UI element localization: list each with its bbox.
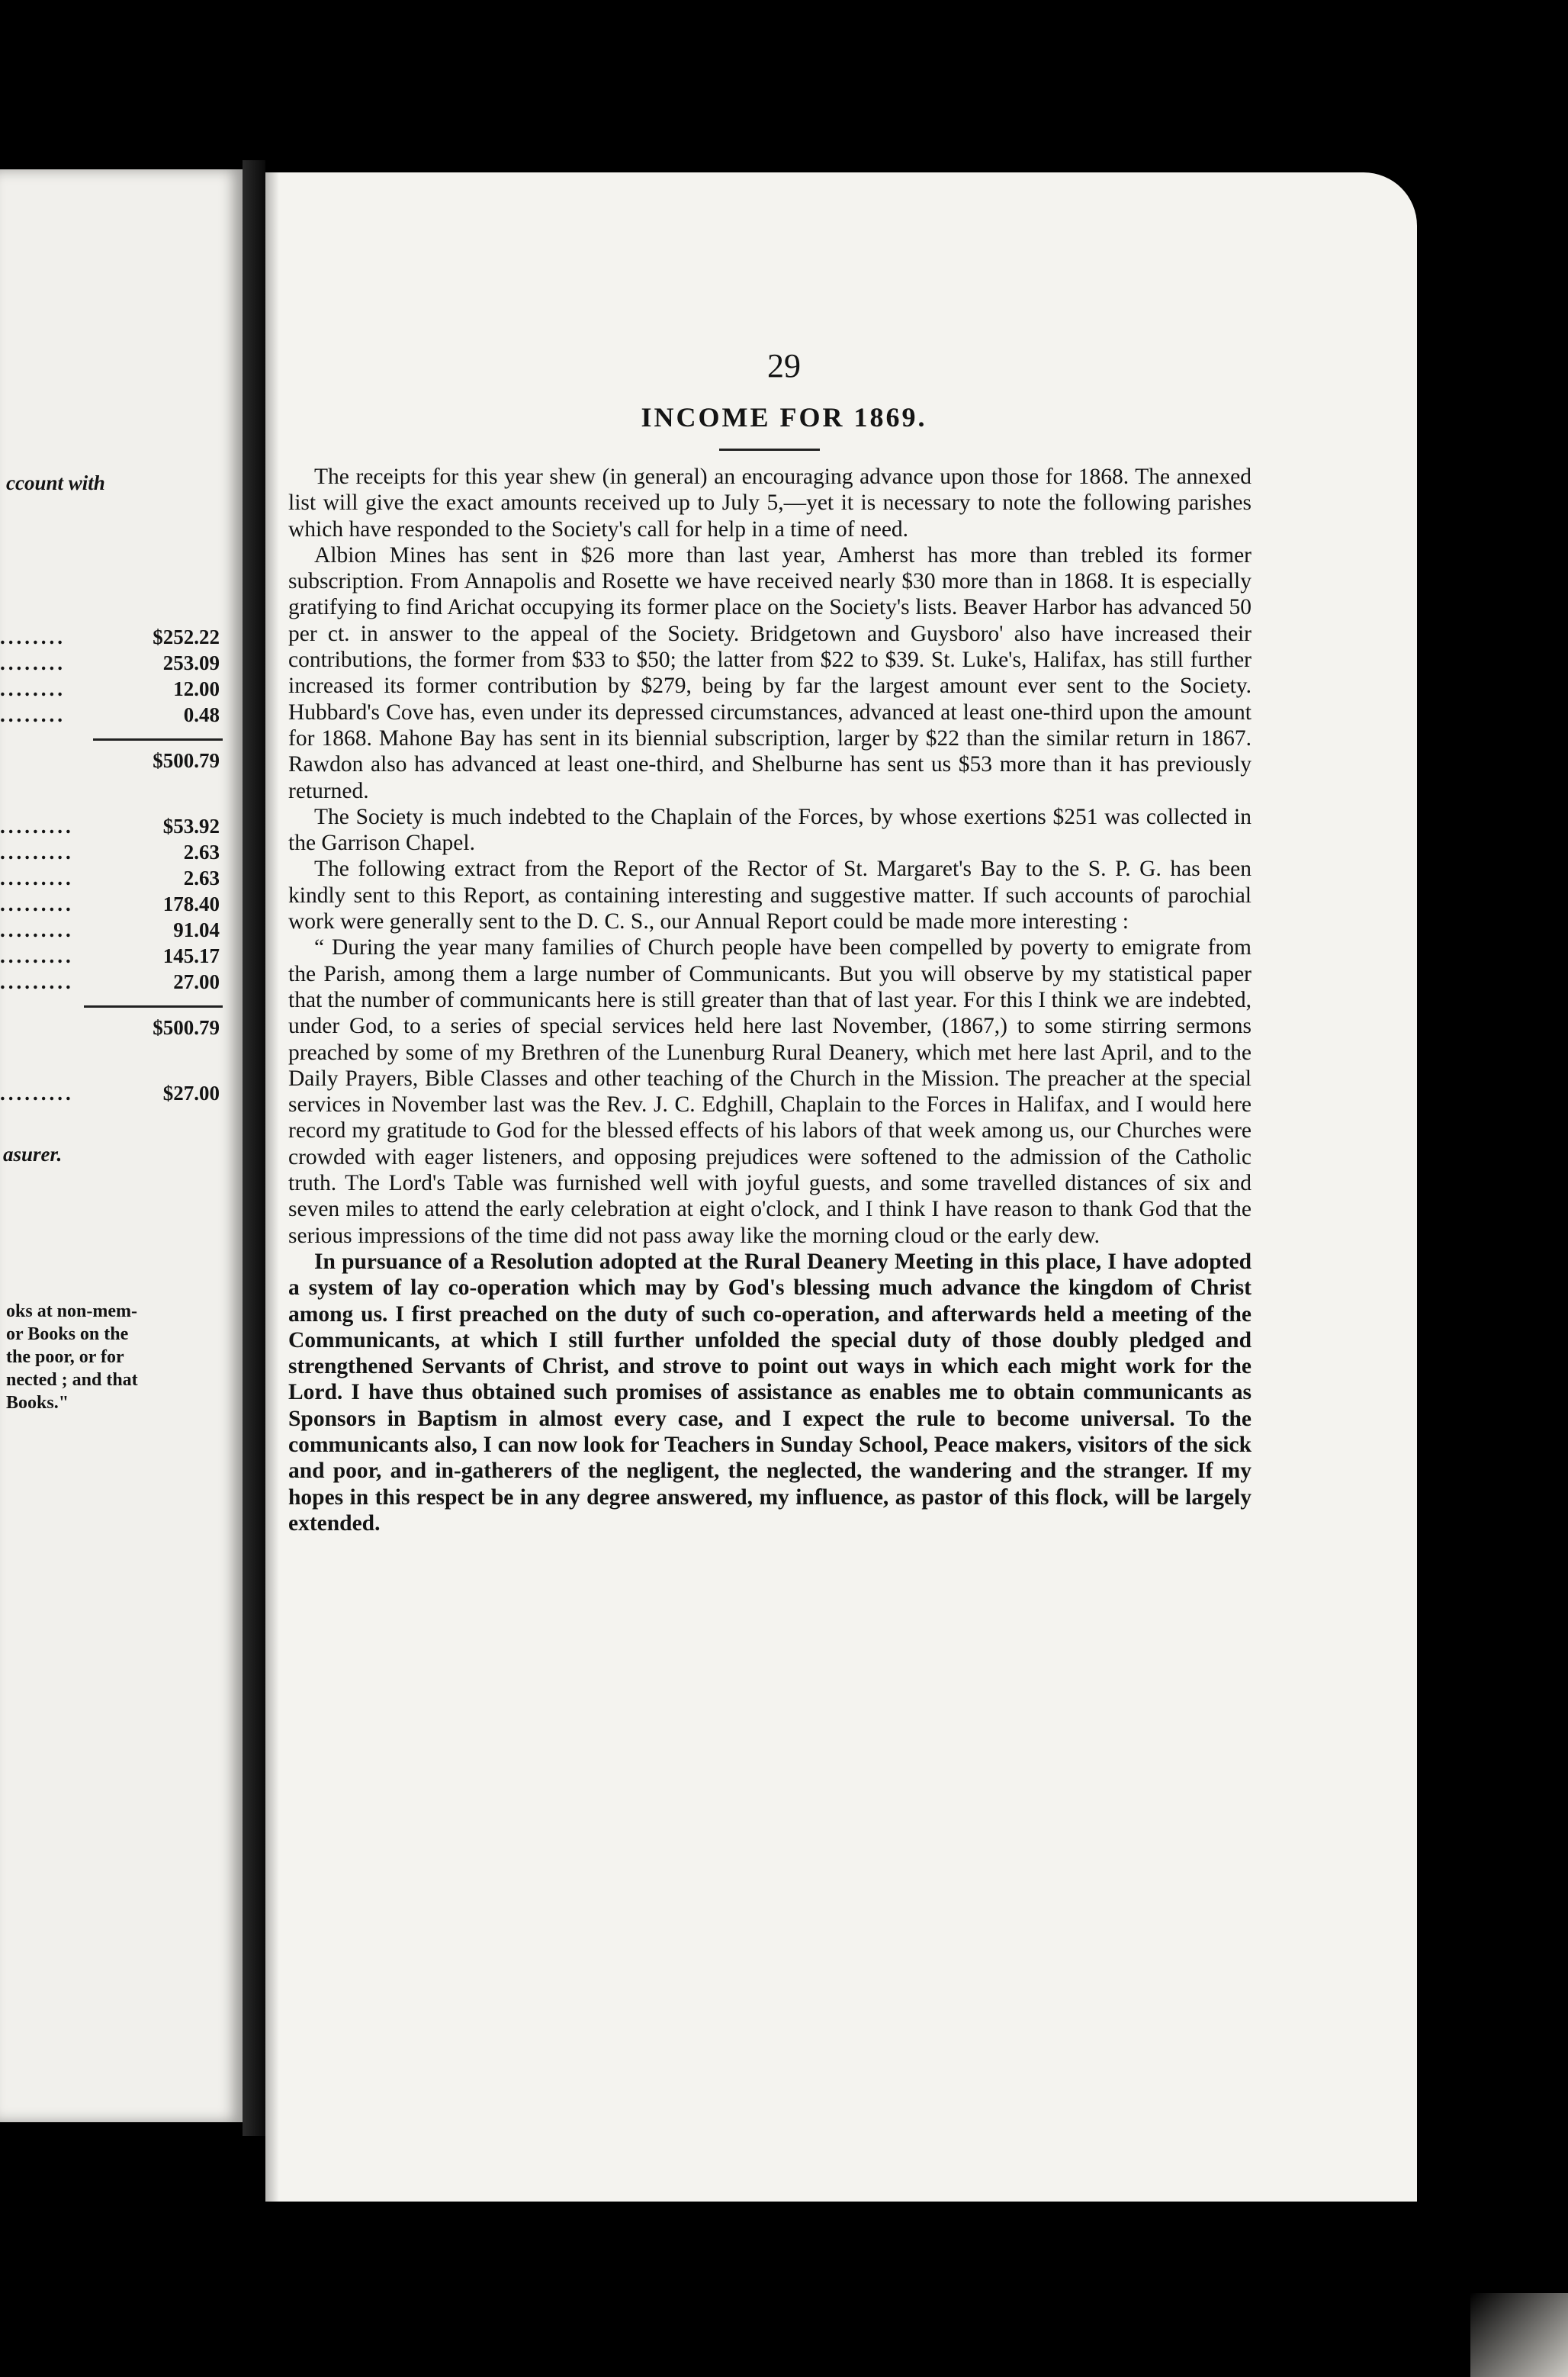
page-curl-shadow — [1470, 2293, 1568, 2377]
left-note-line: oks at non-mem- — [6, 1301, 137, 1321]
left-amount: 27.00 — [173, 970, 220, 993]
left-note-line: the poor, or for — [6, 1347, 124, 1367]
left-signature-fragment: asurer. — [3, 1143, 63, 1166]
left-note-line: nected ; and that — [6, 1370, 138, 1390]
previous-page-strip — [0, 169, 243, 2122]
leader-dots: ........ — [0, 677, 66, 700]
document-page — [265, 172, 1417, 2202]
leader-dots: ......... — [0, 815, 74, 838]
left-amount: 12.00 — [173, 677, 220, 700]
paragraph: Albion Mines has sent in $26 more than last year, Amherst has more than trebled its former subscription. From Annapolis and Rosette we have received nearly $30 more than in 1868. It is especially gratifying to find Arichat occupying its former place on the Society's lists. Beaver Harbor has advanced 50 per ct. in answer to the appeal of the Society. Bridgetown and Guysboro' also have increased their contributions, the former from $33 to $50; the latter from $22 to $39. St. Luke's, Halifax, has still further increased its former contribution by $279, being by far the largest amount ever sent to the Society. Hubbard's Cove has, even under its depressed circumstances, advanced at least one-third upon the amount for 1868. Mahone Bay has sent in its biennial subscription, larger by $22 than the similar return in 1867. Rawdon also has advanced at least one-third, and Shelburne has sent us $53 more than it has previously returned. — [288, 542, 1252, 803]
left-total: $500.79 — [153, 749, 220, 772]
sum-rule — [84, 1005, 223, 1008]
quoted-paragraph: In pursuance of a Resolution adopted at the Rural Deanery Meeting in this place, I have adopted a system of lay co-operation which may by God's blessing much advance the kingdom of Christ among us. I first preached on the duty of such co-operation, and afterwards held a meeting of the Communicants, at which I still further unfolded the special duty of those doubly pledged and strengthened Servants of Christ, and strove to point out ways in which each might work for the Lord. I have thus obtained such promises of assistance as enables me to obtain communicants as Sponsors in Baptism in almost every case, and I expect the rule to become universal. To the communicants also, I can now look for Teachers in Sunday School, Peace makers, visitors of the sick and poor, and in-gatherers of the negligent, the neglected, the wandering and the stranger. If my hopes in this respect be in any degree answered, my influence, as pastor of this flock, will be largely extended. — [288, 1249, 1252, 1536]
leader-dots: ......... — [0, 944, 74, 967]
leader-dots: ........ — [0, 703, 66, 726]
title-rule — [719, 449, 820, 451]
leader-dots: ......... — [0, 867, 74, 889]
left-amount: 2.63 — [183, 867, 220, 889]
sum-rule — [93, 738, 223, 741]
body-text — [288, 464, 1252, 1536]
left-amount: 145.17 — [162, 944, 220, 967]
paragraph: The following extract from the Report of the Rector of St. Margaret's Bay to the S. P. G. has been kindly sent to this Report, as containing interesting and suggestive matter. If such accounts of parochial work were generally sent to the D. C. S., our Annual Report could be made more interesting : — [288, 857, 1252, 934]
left-total: $500.79 — [153, 1016, 220, 1039]
left-amount: 253.09 — [162, 651, 220, 674]
left-note-line: or Books on the — [6, 1324, 129, 1344]
paragraph: The receipts for this year shew (in general) an encouraging advance upon those for 1868. The annexed list will give the exact amounts received up to July 5,—yet it is necessary to note the following parishes which have responded to the Society's call for help in a time of need. — [288, 465, 1252, 542]
left-note-line: Books." — [6, 1393, 69, 1413]
leader-dots: ......... — [0, 918, 74, 941]
leader-dots: ........ — [0, 626, 66, 648]
left-amount: 0.48 — [183, 703, 220, 726]
page-number: 29 — [767, 347, 801, 384]
page-title: INCOME FOR 1869. — [641, 402, 927, 433]
left-heading-fragment: ccount with — [6, 471, 105, 494]
leader-dots: ......... — [0, 1082, 74, 1105]
left-amount: 178.40 — [162, 893, 220, 915]
leader-dots: ........ — [0, 651, 66, 674]
paragraph: The Society is much indebted to the Chaplain of the Forces, by whose exertions $251 was collected in the Garrison Chapel. — [288, 804, 1252, 856]
left-amount: 91.04 — [173, 918, 220, 941]
leader-dots: ......... — [0, 970, 74, 993]
page-gutter-shadow — [265, 172, 279, 2202]
leader-dots: ......... — [0, 841, 74, 864]
left-amount: 2.63 — [183, 841, 220, 864]
quoted-paragraph: “ During the year many families of Church people have been compelled by poverty to emigrate from the Parish, among them a large number of Communicants. But you will observe by my statistical paper that the number of communicants here is still greater than that of last year. For this I think we are indebted, under God, to a series of special services held here last November, (1867,) to some stirring sermons preached by some of my Brethren of the Lunenburg Rural Deanery, which met here last April, and to the Daily Prayers, Bible Classes and other teaching of the Church in the Mission. The preacher at the special services in November last was the Rev. J. C. Edghill, Chaplain to the Forces in Halifax, and I would here record my gratitude to God for the blessed effects of his labors of that week among us, our Churches were crowded with eager listeners, and opposing prejudices were softened to the admission of the Catholic truth. The Lord's Table was furnished well with joyful guests, and some travelled distances of six and seven miles to attend the early celebration at eight o'clock, and I think I have reason to thank God that the serious impressions of the time did not pass away like the morning cloud or the early dew. — [288, 935, 1252, 1248]
book-gutter — [243, 160, 265, 2136]
leader-dots: ......... — [0, 893, 74, 915]
left-amount: $53.92 — [162, 815, 220, 838]
left-amount: $252.22 — [153, 626, 220, 648]
left-amount: $27.00 — [162, 1082, 220, 1105]
